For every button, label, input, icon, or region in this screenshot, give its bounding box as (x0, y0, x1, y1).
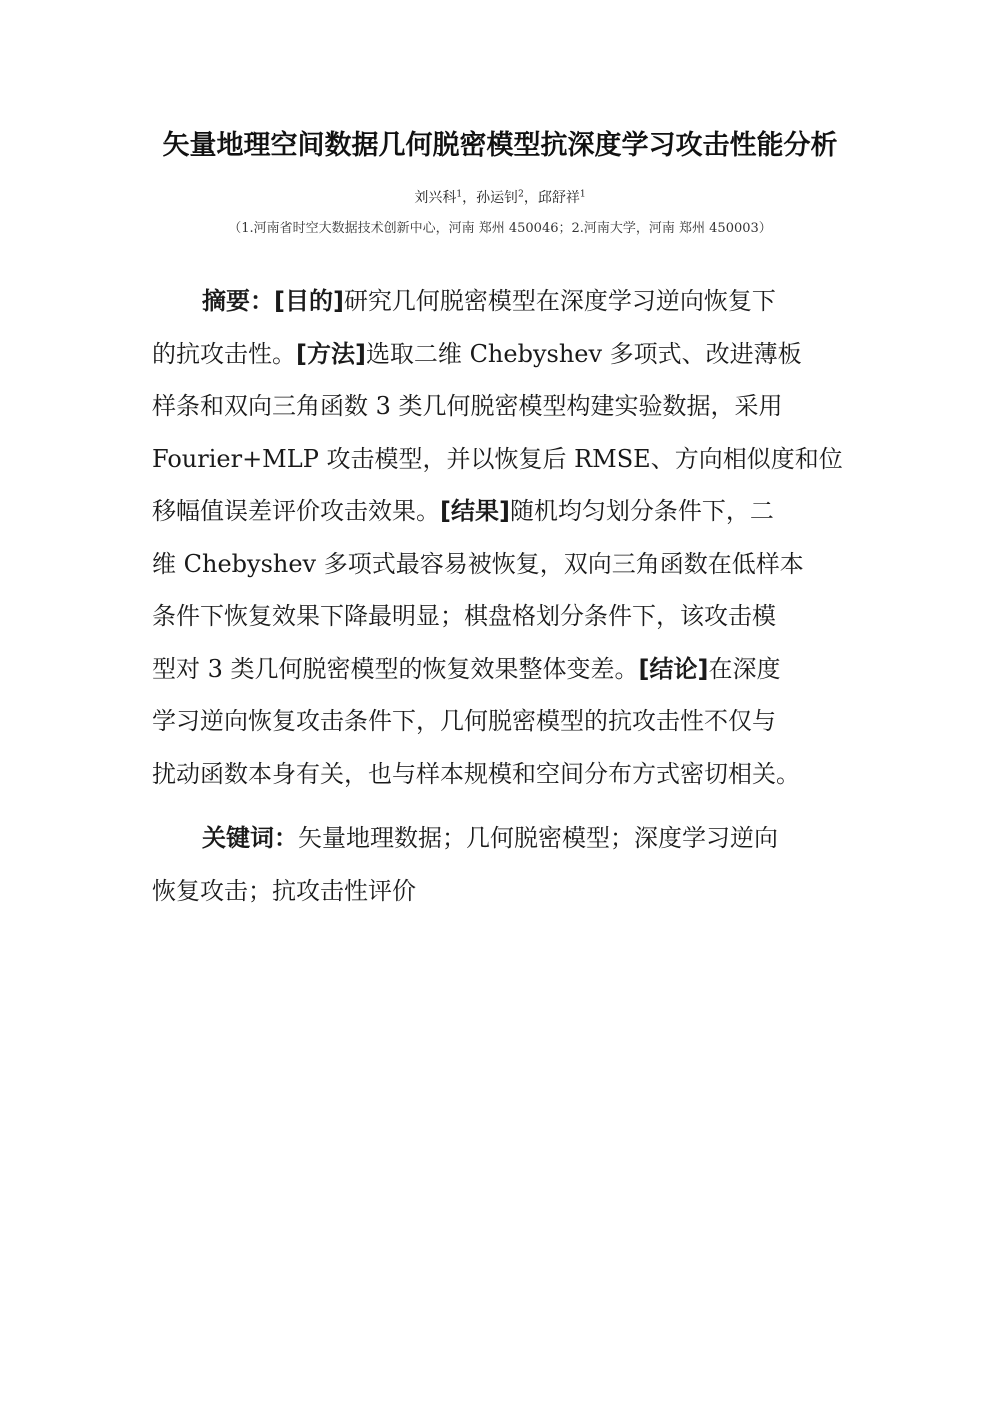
bold-label: 关键词： (202, 824, 298, 852)
text-line (152, 812, 812, 865)
text-line (152, 590, 812, 643)
text-run: 选取二维 Chebyshev 多项式、改进薄板 (365, 339, 802, 368)
author-line (0, 188, 1000, 208)
text-line (152, 865, 812, 918)
paper-title: 矢量地理空间数据几何脱密模型抗深度学习攻击性能分析 (162, 130, 838, 161)
text-run: 扰动函数本身有关，也与样本规模和空间分布方式密切相关。 (152, 759, 800, 788)
affiliations: （1.河南省时空大数据技术创新中心，河南 郑州 450046；2.河南大学，河南 郑州 450003） (228, 221, 772, 236)
bold-label: [方法] (296, 339, 366, 368)
author: 邱舒祥$^1$ (537, 189, 586, 206)
text-run: 样条和双向三角函数 3 类几何脱密模型构建实验数据，采用 (152, 392, 783, 420)
text-line (152, 380, 812, 433)
text-run: 恢复攻击；抗攻击性评价 (152, 876, 416, 905)
text-run: 研究几何脱密模型在深度学习逆向恢复下 (343, 287, 776, 315)
text-line (152, 538, 812, 591)
text-run: Fourier+MLP 攻击模型，并以恢复后 RMSE、方向相似度和位 (152, 444, 843, 473)
text-run: 条件下恢复效果下降最明显；棋盘格划分条件下，该攻击模 (152, 602, 776, 630)
text-line (152, 643, 812, 696)
text-line (152, 328, 812, 381)
bold-label: 摘要： (202, 287, 274, 315)
text-run: 移幅值误差评价攻击效果。 (152, 497, 440, 525)
text-line (152, 695, 812, 748)
text-run: 学习逆向恢复攻击条件下，几何脱密模型的抗攻击性不仅与 (152, 707, 776, 735)
text-run: 矢量地理数据；几何脱密模型；深度学习逆向 (298, 824, 778, 852)
bold-label: [目的] (274, 287, 344, 315)
text-run: 维 Chebyshev 多项式最容易被恢复，双向三角函数在低样本 (152, 549, 804, 578)
text-run: 型对 3 类几何脱密模型的恢复效果整体变差。 (152, 654, 639, 683)
text-line (152, 275, 812, 328)
abstract-paragraph (152, 275, 843, 800)
bold-label: [结论] (638, 654, 709, 683)
text-run: 随机均匀划分条件下，二 (509, 497, 774, 525)
text-run: 的抗攻击性。 (152, 339, 296, 368)
author: 孙运钊$^2$， (476, 189, 538, 206)
author: 刘兴科$^1$， (414, 189, 477, 206)
keywords-paragraph (152, 812, 812, 917)
text-line (152, 433, 843, 486)
bold-label: [结果] (440, 497, 510, 525)
text-line (152, 485, 812, 538)
text-run: 在深度 (708, 654, 781, 683)
text-line (152, 748, 812, 801)
